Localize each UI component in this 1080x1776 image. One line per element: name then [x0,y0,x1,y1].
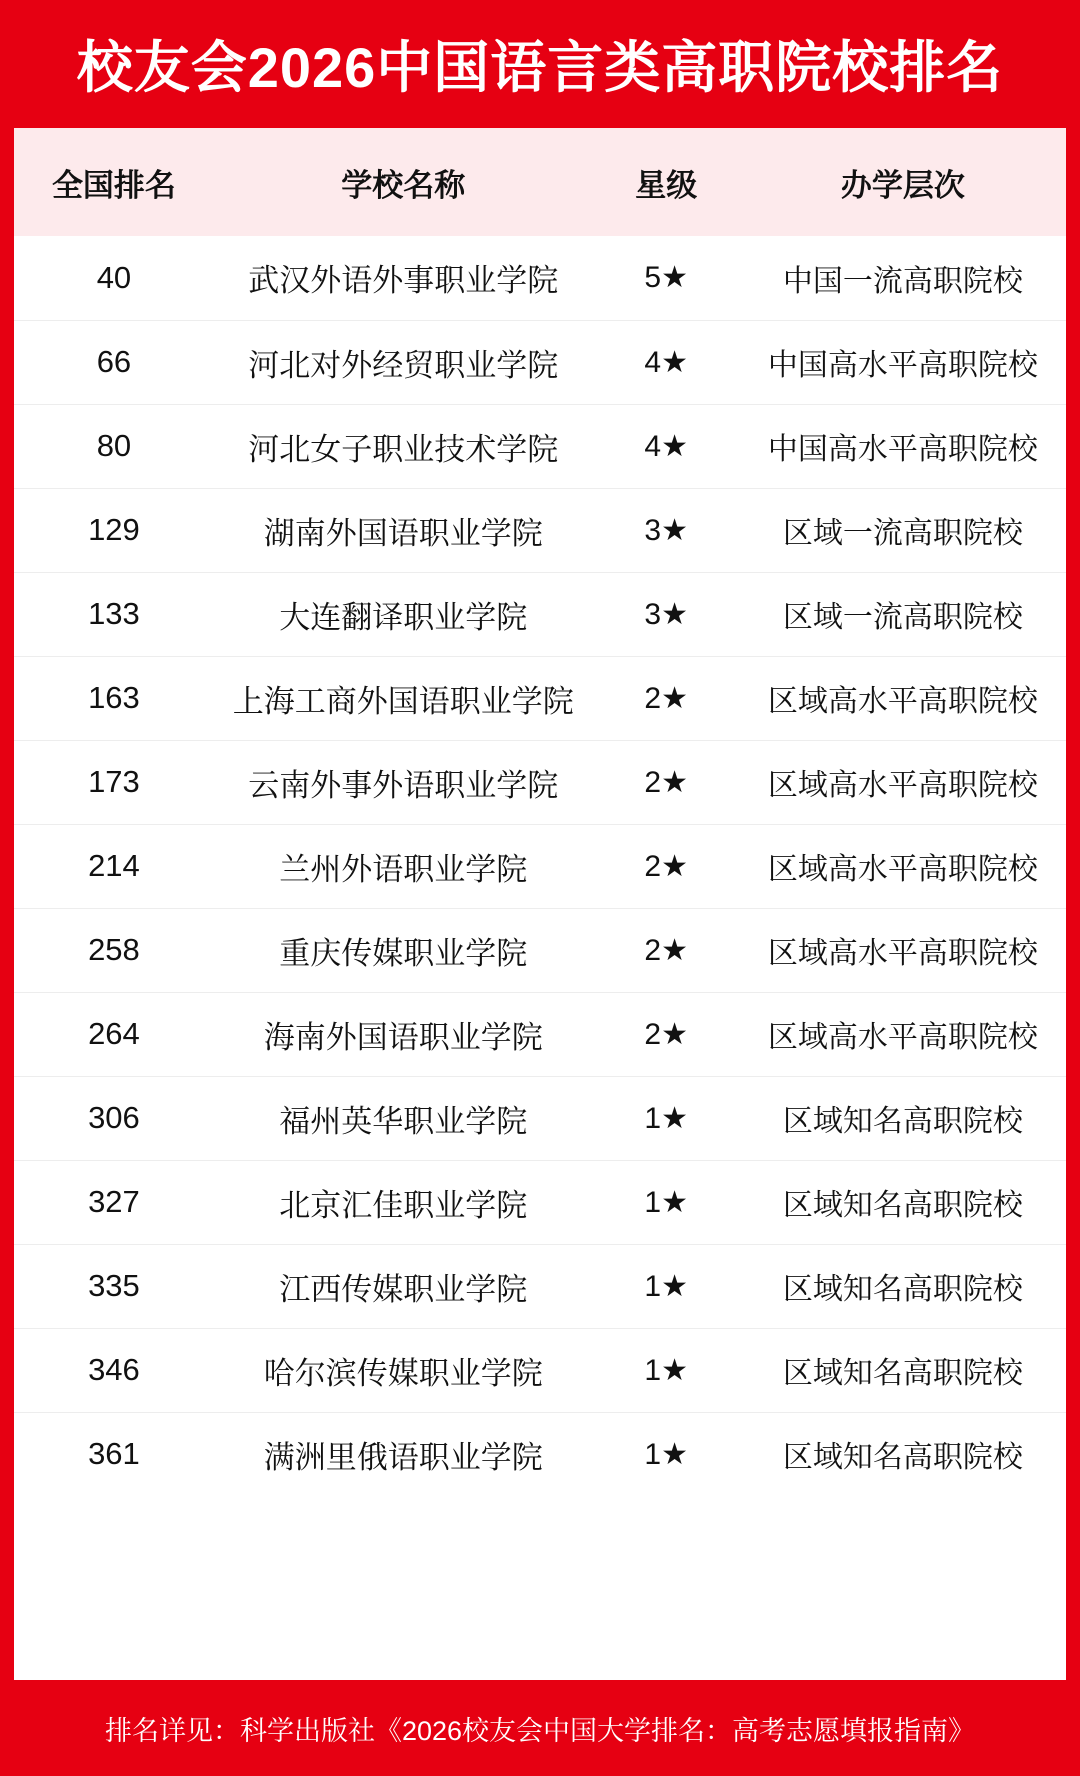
cell-star: 1★ [644,1269,689,1303]
cell-star: 2★ [644,1017,689,1051]
table-row [14,992,1066,1076]
cell-school: 江西传媒职业学院 [279,1271,528,1307]
cell-star: 1★ [644,1437,689,1471]
poster-header [0,0,1080,128]
cell-school: 大连翻译职业学院 [279,599,528,635]
cell-school: 福州英华职业学院 [279,1103,528,1139]
table-row [14,1244,1066,1328]
table-row [14,404,1066,488]
cell-rank: 264 [88,1016,140,1051]
cell-level: 区域知名高职院校 [782,1441,1023,1475]
cell-star: 3★ [644,513,689,547]
table-row [14,656,1066,740]
cell-star: 2★ [644,681,689,715]
cell-level: 区域高水平高职院校 [767,853,1038,886]
cell-star: 2★ [644,849,689,883]
column-header-level: 办学层次 [840,167,965,203]
cell-star: 2★ [644,933,689,967]
cell-school: 湖南外国语职业学院 [263,515,543,551]
cell-rank: 335 [88,1268,140,1303]
table-row [14,824,1066,908]
cell-rank: 80 [96,428,132,463]
cell-school: 重庆传媒职业学院 [279,935,528,971]
cell-school: 哈尔滨传媒职业学院 [263,1355,543,1391]
cell-rank: 258 [88,932,140,967]
table-row [14,488,1066,572]
column-header-star: 星级 [635,167,698,203]
table-row [14,572,1066,656]
cell-rank: 173 [88,764,140,799]
poster-footer [0,1680,1080,1776]
table-row [14,1412,1066,1496]
cell-level: 区域高水平高职院校 [767,769,1038,802]
cell-school: 武汉外语外事职业学院 [248,263,559,299]
cell-rank: 133 [88,596,140,631]
cell-school: 上海工商外国语职业学院 [232,683,574,719]
cell-rank: 163 [88,680,140,715]
cell-level: 区域一流高职院校 [782,601,1023,634]
table-row [14,1076,1066,1160]
column-header-school: 学校名称 [341,167,466,203]
table-row [14,740,1066,824]
cell-level: 中国高水平高职院校 [767,433,1038,466]
ranking-table [14,128,1066,1496]
table-body [14,236,1066,1496]
cell-level: 区域知名高职院校 [782,1273,1023,1306]
cell-rank: 327 [88,1184,140,1219]
ranking-table-container [14,128,1066,1680]
footer-note: 排名详见：科学出版社《2026校友会中国大学排名：高考志愿填报指南》 [104,1715,976,1746]
cell-star: 1★ [644,1185,689,1219]
cell-school: 满洲里俄语职业学院 [263,1439,543,1475]
cell-level: 区域高水平高职院校 [767,685,1038,718]
cell-star: 5★ [644,261,689,295]
table-row [14,1328,1066,1412]
cell-star: 2★ [644,765,689,799]
table-row [14,908,1066,992]
cell-rank: 40 [96,259,132,295]
table-row [14,320,1066,404]
table-header [14,128,1066,236]
cell-level: 中国一流高职院校 [782,264,1023,298]
cell-level: 区域高水平高职院校 [767,937,1038,970]
cell-level: 中国高水平高职院校 [767,349,1038,382]
page-title: 校友会2026中国语言类高职院校排名 [76,36,1004,99]
cell-star: 1★ [644,1353,689,1387]
column-header-rank: 全国排名 [51,167,176,203]
cell-school: 河北对外经贸职业学院 [248,347,559,383]
cell-school: 兰州外语职业学院 [279,851,528,887]
cell-rank: 214 [88,848,140,883]
cell-level: 区域知名高职院校 [782,1189,1023,1222]
cell-rank: 129 [88,512,140,547]
cell-school: 北京汇佳职业学院 [279,1187,528,1223]
cell-star: 1★ [644,1101,689,1135]
cell-level: 区域知名高职院校 [782,1105,1023,1138]
cell-school: 云南外事外语职业学院 [248,767,559,803]
cell-school: 河北女子职业技术学院 [248,431,559,467]
cell-school: 海南外国语职业学院 [263,1019,543,1055]
cell-rank: 361 [88,1436,140,1472]
table-row [14,236,1066,320]
cell-level: 区域高水平高职院校 [767,1021,1038,1054]
table-header-row [14,128,1066,236]
cell-star: 3★ [644,597,689,631]
cell-level: 区域知名高职院校 [782,1357,1023,1390]
cell-level: 区域一流高职院校 [782,517,1023,550]
table-row [14,1160,1066,1244]
cell-rank: 66 [96,344,132,379]
cell-rank: 346 [88,1352,140,1387]
cell-star: 4★ [644,345,689,379]
cell-star: 4★ [644,429,689,463]
cell-rank: 306 [88,1100,140,1135]
